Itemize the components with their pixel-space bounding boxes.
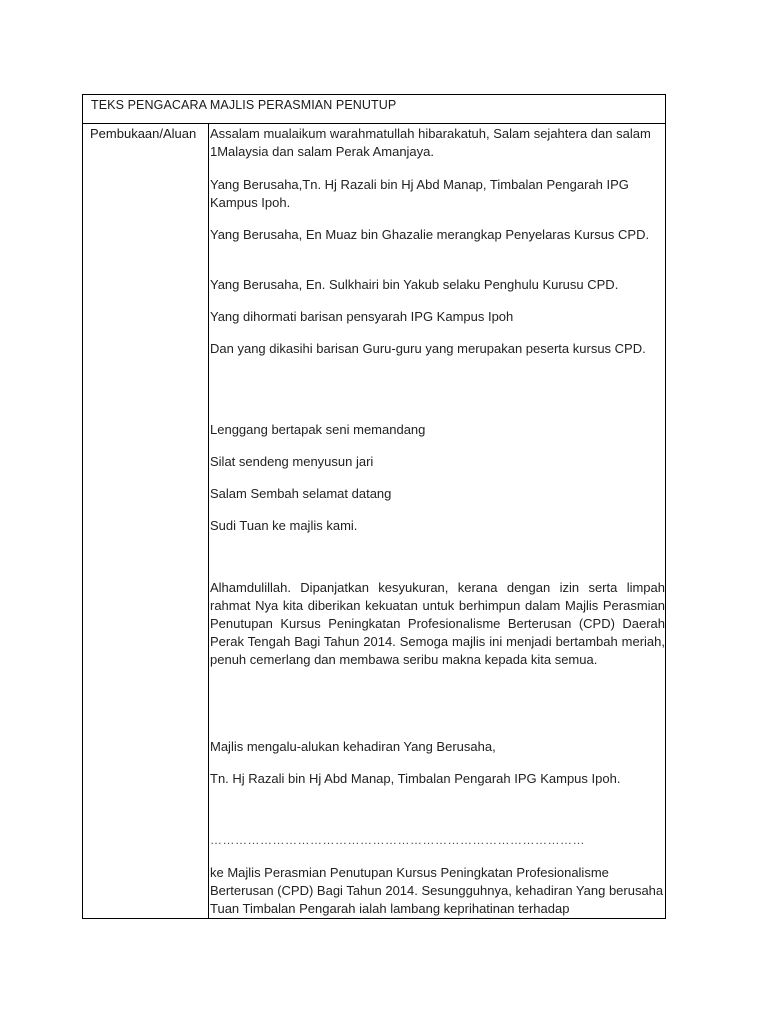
section-label: Pembukaan/Aluan bbox=[83, 124, 209, 918]
guest-paragraph: Tn. Hj Razali bin Hj Abd Manap, Timbalan Pengarah IPG Kampus Ipoh. bbox=[210, 771, 621, 786]
pantun-line: Lenggang bertapak seni memandang bbox=[210, 422, 426, 437]
address-paragraph: Yang dihormati barisan pensyarah IPG Kampus Ipoh bbox=[210, 309, 514, 324]
pantun-line: Salam Sembah selamat datang bbox=[210, 486, 392, 501]
pantun-line: Sudi Tuan ke majlis kami. bbox=[210, 518, 358, 533]
address-paragraph: Yang Berusaha,Tn. Hj Razali bin Hj Abd Manap, Timbalan Pengarah IPG Kampus Ipoh. bbox=[210, 177, 629, 210]
greeting-paragraph: Assalam mualaikum warahmatullah hibarakatuh, Salam sejahtera dan salam 1Malaysia dan salam Perak Amanjaya. bbox=[210, 126, 651, 159]
table-body-row bbox=[83, 124, 665, 918]
speech-content bbox=[210, 124, 665, 918]
welcome-paragraph: Majlis mengalu-alukan kehadiran Yang Berusaha, bbox=[210, 739, 496, 754]
speech-table bbox=[82, 94, 666, 919]
pantun-line: Silat sendeng menyusun jari bbox=[210, 454, 374, 469]
address-paragraph: Yang Berusaha, En. Sulkhairi bin Yakub selaku Penghulu Kurusu CPD. bbox=[210, 277, 619, 292]
closing-paragraph: ke Majlis Perasmian Penutupan Kursus Peningkatan Profesionalisme Berterusan (CPD) Bagi Tahun 2014. Sesungguhnya, kehadiran Yang berusaha Tuan Timbalan Pengarah ialah lambang keprihatinan terhadap bbox=[210, 865, 664, 916]
thanksgiving-paragraph: Alhamdulillah. Dipanjatkan kesyukuran, kerana dengan izin serta limpah rahmat Nya kita diberikan kekuatan untuk berhimpun dalam Majlis Perasmian Penutupan Kursus Peningkatan Profesionalisme Berterusan (CPD) Daerah Perak Tengah Bagi Tahun 2014. Semoga majlis ini menjadi bertambah meriah, penuh cemerlang dan membawa seribu makna kepada kita semua. bbox=[210, 580, 665, 667]
address-paragraph: Dan yang dikasihi barisan Guru-guru yang merupakan peserta kursus CPD. bbox=[210, 341, 646, 356]
dotted-separator: ……………………………………………………………………………… bbox=[210, 833, 585, 847]
address-paragraph: Yang Berusaha, En Muaz bin Ghazalie merangkap Penyelaras Kursus CPD. bbox=[210, 227, 650, 242]
table-title: TEKS PENGACARA MAJLIS PERASMIAN PENUTUP bbox=[83, 95, 665, 124]
